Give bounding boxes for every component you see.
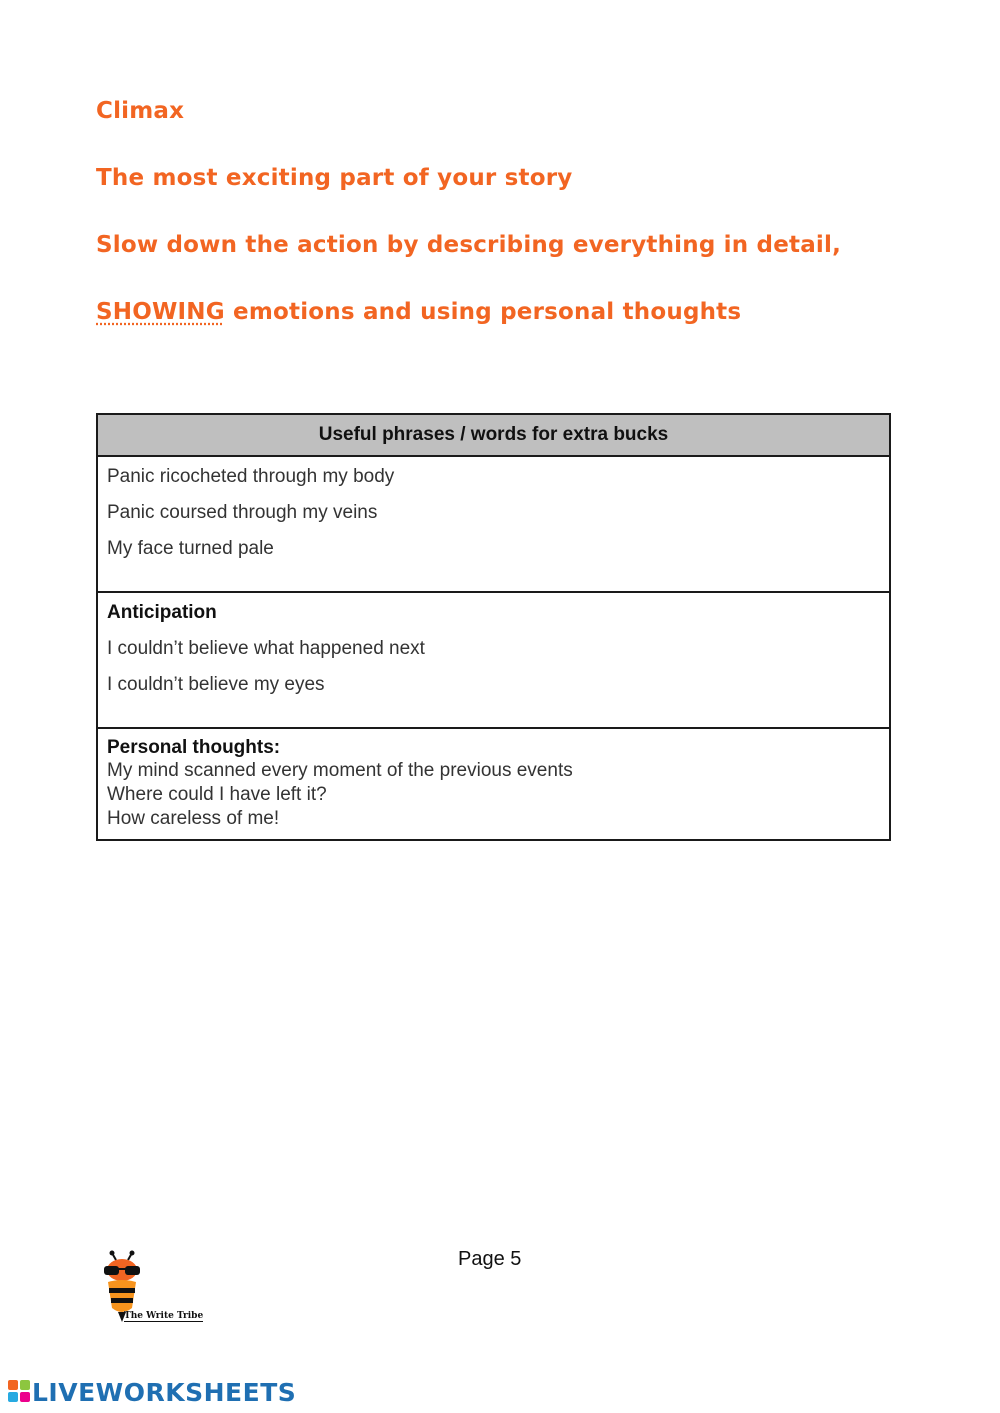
page-number: Page 5 xyxy=(458,1248,522,1270)
subtitle-exciting: The most exciting part of your story xyxy=(96,165,573,191)
phrase-category-label: Personal thoughts: xyxy=(107,737,281,758)
logo-caption: The Write Tribe xyxy=(124,1311,204,1321)
table-header-row xyxy=(97,414,890,456)
phrase-line: I couldn’t believe what happened next xyxy=(107,638,425,659)
liveworksheets-brand[interactable]: LIVEWORKSHEETS xyxy=(32,1378,297,1407)
phrase-line: Where could I have left it? xyxy=(107,784,327,805)
liveworksheets-logo-icon xyxy=(8,1380,30,1402)
phrase-line: Panic coursed through my veins xyxy=(107,502,378,523)
table-row xyxy=(97,456,890,592)
phrase-line: My mind scanned every moment of the previous events xyxy=(107,760,573,781)
table-cell-personal-thoughts xyxy=(97,728,890,840)
showing-rest: emotions and using personal thoughts xyxy=(224,299,742,325)
phrase-line: My face turned pale xyxy=(107,538,274,559)
table-row xyxy=(97,592,890,728)
section-title: Climax xyxy=(96,98,185,124)
table-cell-anticipation xyxy=(97,592,890,728)
phrase-line: How careless of me! xyxy=(107,808,280,829)
table-row xyxy=(97,728,890,840)
phrase-line: I couldn’t believe my eyes xyxy=(107,674,325,695)
table-cell-panic xyxy=(97,456,890,592)
instruction-slow-down: Slow down the action by describing everything in detail, xyxy=(96,232,842,258)
instruction-showing xyxy=(96,299,741,325)
useful-phrases-table xyxy=(96,413,891,841)
showing-keyword: SHOWING xyxy=(96,299,225,325)
table-header: Useful phrases / words for extra bucks xyxy=(97,414,890,456)
phrase-category-label: Anticipation xyxy=(107,602,217,623)
phrase-line: Panic ricocheted through my body xyxy=(107,466,395,487)
